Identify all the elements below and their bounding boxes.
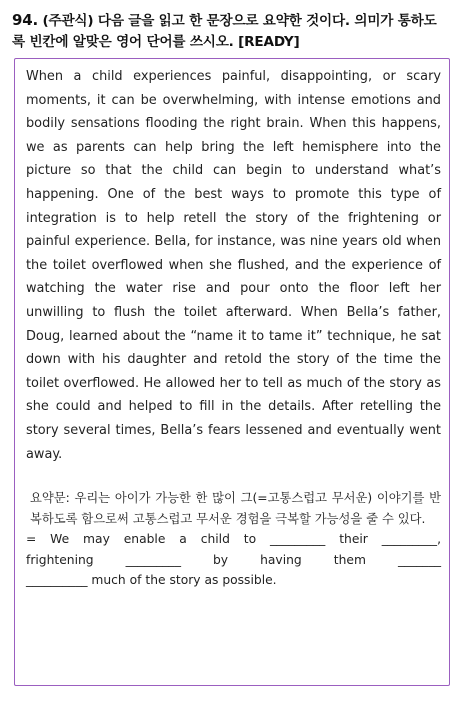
question-instruction: (주관식) 다음 글을 읽고 한 문장으로 요약한 것이다. 의미가 통하도록 빈칸에 알맞은 영어 단어를 쓰시오. [READY]	[12, 13, 437, 50]
passage-box	[14, 58, 450, 686]
summary-english-line-3: __________ much of the story as possible.	[26, 573, 277, 588]
question-header	[12, 10, 448, 53]
summary-english-line-2: frightening _________ by having them _______	[26, 552, 441, 567]
summary-english	[26, 529, 441, 591]
summary-english-line-1: = We may enable a child to _________ their _________,	[26, 532, 441, 547]
question-number: 94.	[12, 11, 38, 29]
summary-section	[26, 488, 441, 591]
summary-korean: 요약문: 우리는 아이가 가능한 한 많이 그(=고통스럽고 무서운) 이야기를 반복하도록 함으로써 고통스럽고 무서운 경험을 극복할 가능성을 줄 수 있다.	[30, 491, 441, 526]
passage-text: When a child experiences painful, disappointing, or scary moments, it can be overwhelming, with intense emotions and bodily sensations flooding the right brain. When this happens, we as parents can help bring the left hemisphere into the picture so that the child can begin to understand what’s happening. One of the best ways to promote this type of integration is to help retell the story of the frightening or painful experience. Bella, for instance, was nine years old when the toilet overflowed when she flushed, and the experience of watching the water rise and pour onto the floor left her unwilling to flush the toilet afterward. When Bella’s father, Doug, learned about the “name it to tame it” technique, he sat down with his daughter and retold the story of the time the toilet overflowed. He allowed her to tell as much of the story as she could and helped to fill in the details. After retelling the story several times, Bella’s fears lessened and eventually went away.	[26, 69, 441, 462]
